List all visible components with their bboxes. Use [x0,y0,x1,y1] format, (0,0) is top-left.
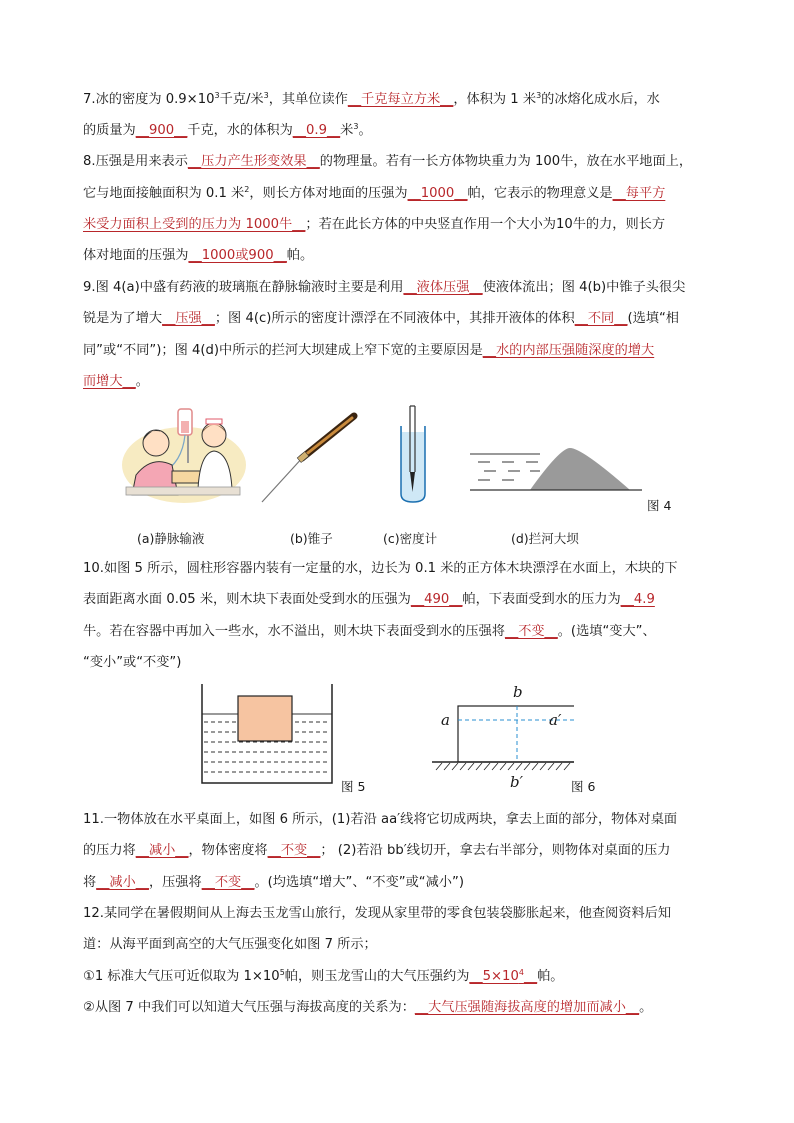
q8-line2: 它与地面接触面积为 0.1 米$^2$，则长方体对地面的压强为__1000__帕，它表示的物理意义是__每平方 [83,185,666,201]
q12-answer-pressure: $\_\_5\times 10^4\_\_$ [469,968,538,984]
q11-answer-force-1: __减小__ [135,843,189,858]
q9-line3: 同”或“不同”)；图 4(d)中所示的拦河大坝建成上窄下宽的主要原因是__水的内部压强随深度的增大 [83,343,655,358]
q11-answer-force-2: __减小__ [96,875,149,890]
figure-6-label-b: b [513,683,523,701]
q9-answer-b: __压强__ [162,311,215,326]
q9-line2: 锐是为了增大__压强__；图 4(c)所示的密度计漂浮在不同液体中，其排开液体的体积__不同__(选填“相 [83,311,679,326]
q11-line3: 将__减小__，压强将__不变__。(均选填“增大”、“不变”或“减小”) [83,875,464,890]
q12-line1: 12.某同学在暑假期间从上海去玉龙雪山旅行，发现从家里带的零食包装袋膨胀起来，他查阅资料后知 [83,906,672,921]
figure-5-container [196,684,338,786]
figure-4a-caption: (a)静脉输液 [137,531,205,546]
q10-line2: 表面距离水面 0.05 米，则木块下表面处受到水的压强为__490__帕，下表面受到水的压力为__4.9 [83,592,655,607]
figure-4d-caption: (d)拦河大坝 [511,531,579,546]
figure-6-label: 图 6 [571,779,596,794]
q8-answer-physical-meaning-a: __每平方 [612,186,666,201]
q10-answer-change: __不变__ [505,624,558,639]
q8-answer-meaning: __压力产生形变效果__ [187,154,320,169]
q9-answer-d-b: 而增大__ [83,374,136,389]
figure-6-label-b-prime: b′ [510,773,524,791]
figure-5-label: 图 5 [341,779,366,794]
figure-4c-caption: (c)密度计 [383,531,438,546]
q8-answer-new-pressure: __1000或900__ [188,248,287,263]
q7-answer-volume: __0.9__ [292,123,341,138]
figure-4-infusion-illustration [122,403,250,503]
q10-answer-force: __4.9 [620,592,655,607]
q7-answer-unit: __千克每立方米__ [347,92,454,107]
figure-6-label-a: a [441,711,450,729]
q8-line4: 体对地面的压强为__1000或900__帕。 [83,248,314,263]
q10-answer-pressure: __490__ [410,592,463,607]
q9-line1: 9.图 4(a)中盛有药液的玻璃瓶在静脉输液时主要是利用__液体压强__使液体流出；图 4(b)中锥子头很尖 [83,280,686,295]
figure-6-label-a-prime: a′ [549,711,562,729]
q12-line2: 道：从海平面到高空的大气压强变化如图 7 所示； [83,937,377,952]
figure-4-dam [470,440,642,494]
figure-4-label: 图 4 [647,498,672,513]
q8-line3: 米受力面积上受到的压力为 1000牛__；若在此长方体的中央竖直作用一个大小为10牛的力，则长方 [83,217,666,232]
q10-line1: 10.如图 5 所示，圆柱形容器内装有一定量的水，边长为 0.1 米的正方体木块漂浮在水面上，木块的下 [83,561,678,576]
q9-answer-a: __液体压强__ [403,280,483,295]
q11-answer-pressure: __不变__ [201,875,255,890]
q11-line1: 11.一物体放在水平桌面上，如图 6 所示，(1)若沿 aa′线将它切成两块，拿去上面的部分，物体对桌面 [83,812,678,827]
q9-answer-d-a: __水的内部压强随深度的增大 [482,343,655,358]
figure-4b-caption: (b)锥子 [290,531,333,546]
q12-line3: ①1 标准大气压可近似取为 $1\times 10^5$帕，则玉龙雪山的大气压强约为$\_\_5\times 10^4\_\_$帕。 [83,968,564,984]
figure-4-awl [258,410,358,506]
q11-line2: 的压力将__减小__，物体密度将__不变__； (2)若沿 bb′线切开，拿去右半部分，则物体对桌面的压力 [83,843,671,858]
q12-line4: ②从图 7 中我们可以知道大气压强与海拔高度的关系为：__大气压强随海拔高度的增加而减小__。 [83,1000,653,1015]
q9-line4: 而增大__。 [83,374,149,389]
q7-line1: 7.冰的密度为 $0.9\times 10^3$千克/米$^3$，其单位读作__千克每立方米__，体积为 1 米$^3$的冰熔化成水后，水 [83,91,660,107]
q10-line4: “变小”或“不变”) [83,655,182,670]
q7-line2: 的质量为__900__千克，水的体积为__0.9__米$^3$。 [83,122,372,138]
q7-answer-mass: __900__ [135,123,188,138]
q10-line3: 牛。若在容器中再加入一些水，水不溢出，则木块下表面受到水的压强将__不变__。(选填“变大”、 [83,624,656,639]
q12-answer-relation: __大气压强随海拔高度的增加而减小__ [414,1000,640,1015]
q11-answer-density: __不变__ [267,843,321,858]
q8-answer-physical-meaning-b: 米受力面积上受到的压力为 1000牛__ [83,217,306,232]
q8-line1: 8.压强是用来表示__压力产生形变效果__的物理量。若有一长方体物块重力为 100牛，放在水平地面上， [83,154,693,169]
figure-4-hydrometer [395,402,431,504]
q8-answer-pressure: __1000__ [407,186,468,201]
q9-answer-c: __不同__ [574,311,628,326]
